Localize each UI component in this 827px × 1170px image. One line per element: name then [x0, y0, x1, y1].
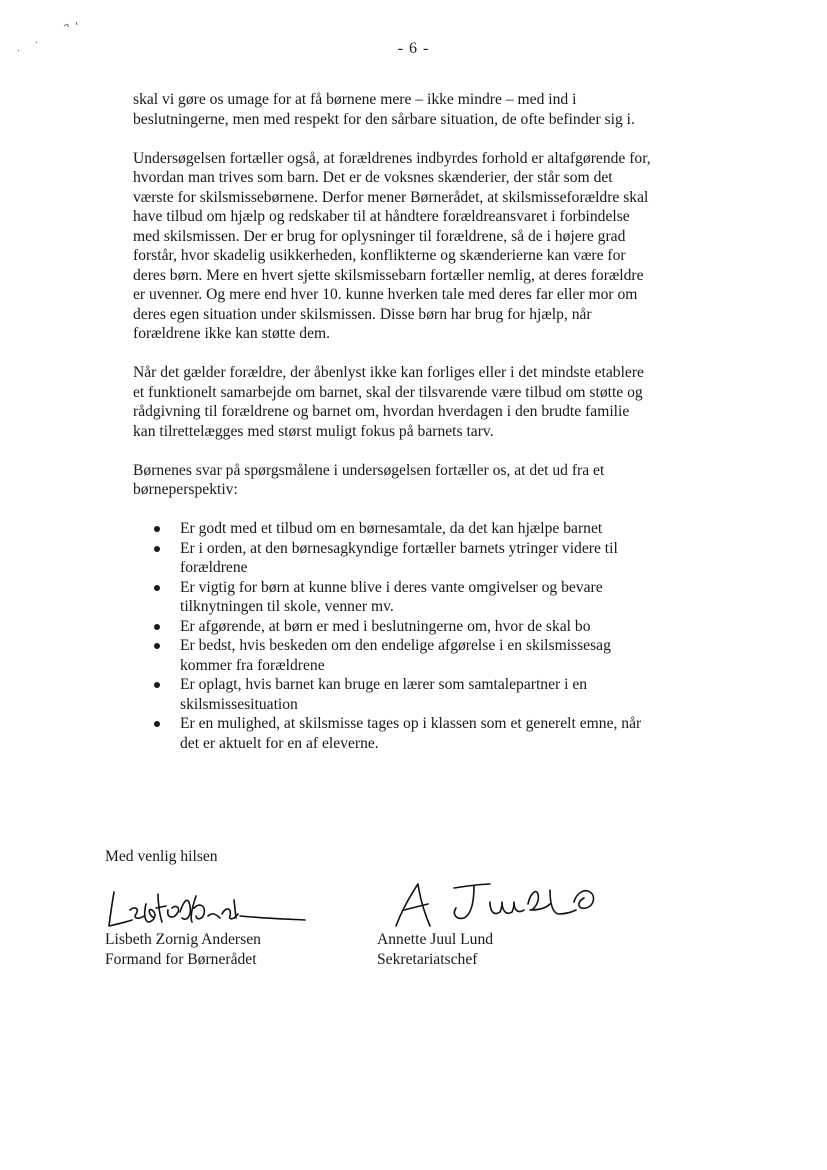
paragraph: skal vi gøre os umage for at få børnene mere – ikke mindre – med ind i beslutningerne, men med respekt for den sårbare situation, de ofte befinder sig i. [133, 91, 635, 128]
bullet-list [133, 519, 653, 753]
bullet-icon [154, 546, 160, 552]
list-item [154, 539, 653, 578]
signer-name: Annette Juul Lund [377, 931, 494, 948]
closing-greeting: Med venlig hilsen [105, 848, 218, 865]
page-number: - 6 - [397, 40, 430, 57]
signer-name: Lisbeth Zornig Andersen [105, 931, 261, 948]
paragraph: Undersøgelsen fortæller også, at forældrenes indbyrdes forhold er altafgørende for, hvordan man trives som barn. Det er de voksnes skænderier, der står som det værste for skilsmissebørnene. Derfor mener Børnerådet, at skilsmisseforældre skal have tilbud om hjælp og redskaber til at håndtere forældreansvaret i forbindelse med skilsmissen. Der er brug for oplysninger til forældrene, så de i højere grad forstår, hvor skadelig usikkerheden, konflikterne og skænderierne kan være for deres børn. Mere en hvert sjette skilsmissebarn fortæller nemlig, at deres forældre er uvenner. Og mere end hver 10. kunne hverken tale med deres far eller mor om deres egen situation under skilsmissen. Disse børn har brug for hjælp, når forældrene ikke kan støtte dem. [133, 149, 651, 342]
bullet-icon [154, 643, 160, 649]
list-item-text: Er i orden, at den børnesagkyndige fortæller barnets ytringer videre til forældrene [180, 539, 618, 576]
paragraph: Når det gælder forældre, der åbenlyst ikke kan forliges eller i det mindste etablere et funktionelt samarbejde om barnet, skal der tilsvarende være tilbud om støtte og rådgivning til forældrene og barnet om, hvordan hverdagen i den brudte familie kan tilrettelægges med størst muligt fokus på barnets tarv. [133, 364, 644, 440]
bullet-icon [154, 721, 160, 727]
bullet-icon [154, 682, 160, 688]
list-item [154, 519, 653, 539]
bullet-icon [154, 585, 160, 591]
list-item [154, 636, 653, 675]
signer-right [377, 930, 493, 969]
list-item-text: Er oplagt, hvis barnet kan bruge en lærer som samtalepartner i en skilsmissesituation [180, 676, 588, 713]
signer-title: Formand for Børnerådet [105, 950, 257, 968]
bullet-icon [154, 526, 160, 532]
list-item-text: Er godt med et tilbud om en børnesamtale, da det kan hjælpe barnet [180, 520, 603, 537]
list-item [154, 578, 653, 617]
list-item-text: Er bedst, hvis beskeden om den endelige afgørelse i en skilsmissesag kommer fra forældrene [180, 637, 611, 674]
bullet-icon [154, 624, 160, 630]
list-item-text: Er en mulighed, at skilsmisse tages op i klassen som et generelt emne, når det er aktuelt for en af eleverne. [180, 715, 642, 752]
list-item-text: Er afgørende, at børn er med i beslutningerne om, hvor de skal bo [180, 617, 591, 635]
signature-left [100, 878, 310, 936]
list-item [154, 714, 653, 753]
list-item [154, 617, 653, 637]
signature-right [390, 874, 600, 936]
signer-title: Sekretariatschef [377, 950, 478, 968]
paragraph: Børnenes svar på spørgsmålene i undersøgelsen fortæller os, at det ud fra et børneperspektiv: [133, 461, 605, 498]
signer-left [105, 930, 261, 969]
list-item-text: Er vigtig for børn at kunne blive i deres vante omgivelser og bevare tilknytningen til skole, venner mv. [180, 578, 603, 615]
list-item [154, 675, 653, 714]
letter-body [133, 90, 653, 753]
